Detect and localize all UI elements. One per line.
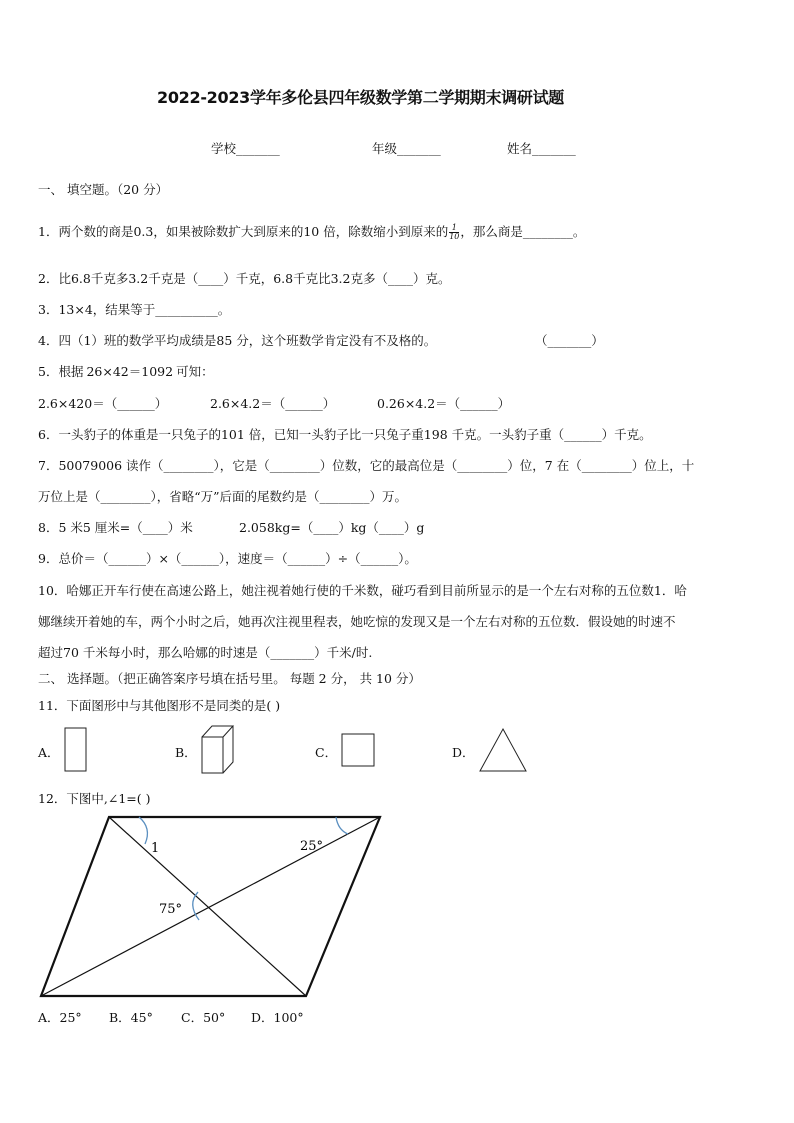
question-7-line-2: 万位上是（________），省略“万”后面的尾数约是（________）万。: [38, 489, 408, 504]
school-field[interactable]: 学校_______: [211, 141, 280, 156]
question-10-line-2: 娜继续开着她的车，两个小时之后，她再次注视里程表，她吃惊的发现又是一个左右对称的五位数．假设她的时速不: [38, 614, 676, 629]
triangle-shape: [478, 727, 528, 773]
q12-option-a[interactable]: A．25°: [38, 1010, 82, 1025]
question-4: 4．四（1）班的数学平均成绩是85 分，这个班数学肯定没有不及格的。: [38, 333, 437, 348]
angle-75-label: 75°: [159, 902, 183, 917]
page-title: 2022-2023学年多伦县四年级数学第二学期期末调研试题: [157, 88, 565, 107]
question-9: 9．总价＝（______）×（______），速度＝（______）÷（______）。: [38, 551, 417, 566]
q5-tail: 可知：: [176, 364, 214, 379]
parallelogram-figure: [35, 812, 387, 1002]
q4-answer-blank[interactable]: （_______）: [535, 333, 604, 348]
question-2: 2．比6.8千克多3.2千克是（____）千克，6.8千克比3.2克多（____）克。: [38, 271, 451, 286]
q5-item-3[interactable]: 0.26×4.2＝（______）: [377, 396, 511, 411]
question-10-line-3: 超过70 千米每小时，那么哈娜的时速是（_______）千米/时.: [38, 645, 373, 660]
diagonal-right-top-to-bottom-left: [41, 817, 380, 996]
question-8-part-b: 2.058kg=（____）kg（____）g: [239, 520, 425, 535]
section-heading-fill: 一、 填空题。（20 分）: [38, 182, 169, 197]
angle-25-label: 25°: [300, 839, 324, 854]
q11-option-d[interactable]: D．: [452, 745, 475, 760]
q5-formula: 26×42＝1092: [86, 364, 174, 379]
q12-option-d[interactable]: D．100°: [251, 1010, 304, 1025]
name-field[interactable]: 姓名_______: [507, 141, 576, 156]
question-11: 11．下面图形中与其他图形不是同类的是( ): [38, 698, 281, 713]
question-7-line-1: 7．50079006 读作（________），它是（________）位数，它的最高位是（________）位，7 在（________）位上，十: [38, 458, 695, 473]
q11-option-c[interactable]: C．: [315, 745, 338, 760]
q12-option-c[interactable]: C．50°: [181, 1010, 226, 1025]
q1-text-b: ，那么商是________。: [460, 224, 586, 239]
question-12: 12．下图中,∠1=( ): [38, 791, 151, 806]
grade-field[interactable]: 年级_______: [372, 141, 441, 156]
q11-option-b[interactable]: B．: [175, 745, 197, 760]
section-heading-choice: 二、 选择题。（把正确答案序号填在括号里。 每题 2 分， 共 10 分）: [38, 671, 421, 686]
angle-1-label: 1: [151, 841, 160, 856]
diagonal-left-top-to-bottom-right: [109, 817, 306, 996]
question-10-line-1: 10．哈娜正开车行使在高速公路上，她注视着她行使的千米数，碰巧看到目前所显示的是一个左右对称的五位数1．哈: [38, 583, 687, 598]
q5-item-2[interactable]: 2.6×4.2＝（______）: [210, 396, 336, 411]
q5-item-1[interactable]: 2.6×420＝（______）: [38, 396, 168, 411]
angle-1-arc: [139, 817, 147, 844]
q12-option-b[interactable]: B．45°: [109, 1010, 153, 1025]
question-3: 3．13×4，结果等于__________。: [38, 302, 231, 317]
question-6: 6．一头豹子的体重是一只兔子的101 倍，已知一头豹子比一只兔子重198 千克。一头豹子重（______）千克。: [38, 427, 652, 442]
question-8-part-a: 8．5 米5 厘米=（____）米: [38, 520, 193, 535]
angle-25-arc: [336, 817, 348, 834]
tall-rectangle-shape: [64, 727, 88, 773]
cuboid-shape: [201, 725, 235, 775]
question-5: [38, 364, 214, 380]
q5-text: 5．根据: [38, 364, 84, 379]
q11-option-a[interactable]: A．: [38, 745, 60, 760]
question-1: [38, 224, 585, 241]
q1-text-a: 1．两个数的商是0.3，如果被除数扩大到原来的10 倍，除数缩小到原来的: [38, 224, 449, 239]
square-shape: [341, 733, 376, 768]
one-tenth-fraction: $\frac{1}{10}$: [449, 223, 460, 241]
